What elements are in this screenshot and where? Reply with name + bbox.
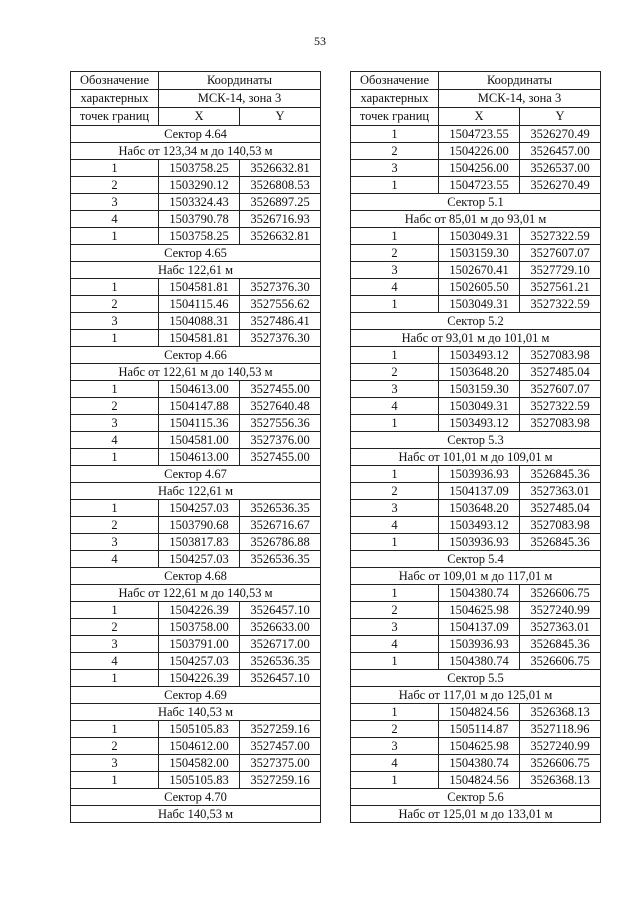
coord-y: 3526537.00	[520, 160, 601, 177]
coord-x: 1504257.03	[159, 551, 240, 568]
coord-x: 1504824.56	[439, 772, 520, 789]
sector-label: Набс 122,61 м	[71, 483, 321, 500]
page-number: 53	[314, 34, 326, 48]
sector-row	[71, 585, 321, 602]
coord-y: 3526457.10	[240, 670, 321, 687]
coord-y: 3526786.88	[240, 534, 321, 551]
point-number: 1	[71, 330, 159, 347]
point-row	[351, 228, 601, 245]
sector-row	[351, 432, 601, 449]
coord-y: 3527375.00	[240, 755, 321, 772]
coord-x: 1504581.81	[159, 279, 240, 296]
point-row	[351, 755, 601, 772]
coord-x: 1504256.00	[439, 160, 520, 177]
point-number: 3	[351, 160, 439, 177]
coord-x: 1504115.36	[159, 415, 240, 432]
coord-y: 3527455.00	[240, 449, 321, 466]
point-number: 3	[351, 738, 439, 755]
point-number: 3	[351, 500, 439, 517]
point-number: 4	[351, 636, 439, 653]
point-row	[71, 619, 321, 636]
point-number: 2	[351, 143, 439, 160]
point-number: 4	[71, 551, 159, 568]
sector-row	[71, 704, 321, 721]
coord-x: 1503493.12	[439, 415, 520, 432]
sector-label: Набс 140,53 м	[71, 704, 321, 721]
point-number: 1	[71, 772, 159, 789]
sector-label: Набс от 93,01 м до 101,01 м	[351, 330, 601, 347]
point-number: 4	[351, 279, 439, 296]
point-number: 2	[351, 364, 439, 381]
coord-x: 1504226.39	[159, 670, 240, 687]
header-col1-line: характерных	[71, 90, 159, 108]
point-number: 3	[71, 636, 159, 653]
point-row	[351, 415, 601, 432]
point-number: 1	[351, 704, 439, 721]
coord-x: 1504115.46	[159, 296, 240, 313]
coord-y: 3527376.30	[240, 279, 321, 296]
point-row	[351, 500, 601, 517]
coord-x: 1503648.20	[439, 364, 520, 381]
point-row	[351, 483, 601, 500]
point-row	[351, 296, 601, 313]
coord-x: 1504137.09	[439, 483, 520, 500]
point-number: 4	[351, 517, 439, 534]
sector-label: Сектор 4.70	[71, 789, 321, 806]
coord-y: 3526536.35	[240, 551, 321, 568]
coord-y: 3527118.96	[520, 721, 601, 738]
coord-y: 3527561.21	[520, 279, 601, 296]
coord-y: 3526457.00	[520, 143, 601, 160]
point-row	[351, 585, 601, 602]
coord-x: 1504582.00	[159, 755, 240, 772]
sector-label: Набс от 101,01 м до 109,01 м	[351, 449, 601, 466]
point-number: 1	[71, 228, 159, 245]
point-number: 3	[71, 415, 159, 432]
coord-x: 1503324.43	[159, 194, 240, 211]
point-row	[71, 381, 321, 398]
point-row	[71, 194, 321, 211]
coord-x: 1505114.87	[439, 721, 520, 738]
point-number: 1	[351, 177, 439, 194]
point-row	[71, 160, 321, 177]
coord-x: 1504380.74	[439, 653, 520, 670]
coord-y: 3527259.16	[240, 772, 321, 789]
sector-row	[351, 449, 601, 466]
sector-label: Сектор 4.68	[71, 568, 321, 585]
coord-x: 1504137.09	[439, 619, 520, 636]
coord-y: 3527376.30	[240, 330, 321, 347]
coord-y: 3527486.41	[240, 313, 321, 330]
point-row	[71, 738, 321, 755]
point-number: 2	[351, 245, 439, 262]
coord-y: 3526270.49	[520, 126, 601, 143]
point-number: 1	[71, 500, 159, 517]
coord-y: 3527322.59	[520, 296, 601, 313]
point-number: 1	[351, 347, 439, 364]
coord-x: 1503817.83	[159, 534, 240, 551]
coord-y: 3527240.99	[520, 602, 601, 619]
point-number: 1	[351, 772, 439, 789]
sector-row	[71, 143, 321, 160]
point-number: 4	[351, 755, 439, 772]
point-row	[351, 619, 601, 636]
coord-y: 3527485.04	[520, 364, 601, 381]
point-number: 3	[71, 194, 159, 211]
coord-y: 3526368.13	[520, 704, 601, 721]
header-col1-line: Обозначение	[351, 72, 439, 90]
sector-label: Набс от 125,01 м до 133,01 м	[351, 806, 601, 823]
point-number: 1	[71, 721, 159, 738]
coord-x: 1504625.98	[439, 738, 520, 755]
coord-x: 1504625.98	[439, 602, 520, 619]
sector-label: Сектор 5.2	[351, 313, 601, 330]
header-y: Y	[240, 108, 321, 126]
coord-y: 3527640.48	[240, 398, 321, 415]
coord-y: 3527083.98	[520, 415, 601, 432]
point-row	[351, 636, 601, 653]
coord-y: 3527259.16	[240, 721, 321, 738]
sector-row	[71, 568, 321, 585]
point-number: 1	[71, 381, 159, 398]
point-row	[71, 330, 321, 347]
point-number: 1	[71, 670, 159, 687]
point-row	[351, 466, 601, 483]
sector-row	[71, 262, 321, 279]
point-number: 2	[351, 483, 439, 500]
sector-label: Набс от 122,61 м до 140,53 м	[71, 364, 321, 381]
sector-label: Сектор 5.6	[351, 789, 601, 806]
coord-x: 1504581.00	[159, 432, 240, 449]
coord-y: 3526457.10	[240, 602, 321, 619]
coord-y: 3527607.07	[520, 245, 601, 262]
coord-y: 3527729.10	[520, 262, 601, 279]
coord-x: 1504147.88	[159, 398, 240, 415]
point-row	[71, 653, 321, 670]
sector-label: Набс 140,53 м	[71, 806, 321, 823]
point-number: 1	[351, 415, 439, 432]
sector-label: Набс от 109,01 м до 117,01 м	[351, 568, 601, 585]
coord-x: 1503159.30	[439, 245, 520, 262]
point-row	[71, 517, 321, 534]
sector-row	[71, 364, 321, 381]
point-row	[71, 449, 321, 466]
coord-y: 3527455.00	[240, 381, 321, 398]
coord-x: 1503290.12	[159, 177, 240, 194]
sector-row	[351, 806, 601, 823]
coord-y: 3526716.67	[240, 517, 321, 534]
point-number: 1	[71, 160, 159, 177]
point-number: 2	[71, 177, 159, 194]
point-number: 1	[351, 653, 439, 670]
point-row	[351, 602, 601, 619]
point-row	[71, 415, 321, 432]
coord-x: 1504088.31	[159, 313, 240, 330]
coord-x: 1503648.20	[439, 500, 520, 517]
coord-x: 1504257.03	[159, 500, 240, 517]
sector-row	[71, 126, 321, 143]
coordinates-table-right	[350, 71, 601, 823]
coord-x: 1504581.81	[159, 330, 240, 347]
coord-y: 3526368.13	[520, 772, 601, 789]
header-coords-line: Координаты	[159, 72, 321, 90]
coord-y: 3527485.04	[520, 500, 601, 517]
coord-x: 1503049.31	[439, 228, 520, 245]
point-number: 3	[71, 313, 159, 330]
sector-row	[71, 806, 321, 823]
coord-y: 3526845.36	[520, 534, 601, 551]
point-number: 1	[351, 126, 439, 143]
point-row	[351, 704, 601, 721]
coord-x: 1503159.30	[439, 381, 520, 398]
coord-x: 1504613.00	[159, 449, 240, 466]
point-number: 2	[71, 619, 159, 636]
point-number: 3	[71, 755, 159, 772]
sector-row	[351, 670, 601, 687]
header-y: Y	[520, 108, 601, 126]
point-number: 4	[71, 211, 159, 228]
point-row	[71, 432, 321, 449]
sector-row	[351, 313, 601, 330]
point-row	[71, 313, 321, 330]
sector-row	[71, 687, 321, 704]
coord-x: 1504723.55	[439, 177, 520, 194]
sector-label: Набс от 123,34 м до 140,53 м	[71, 143, 321, 160]
sector-row	[71, 483, 321, 500]
header-col1-line: Обозначение	[71, 72, 159, 90]
point-row	[351, 653, 601, 670]
coord-x: 1504824.56	[439, 704, 520, 721]
sector-row	[71, 466, 321, 483]
coord-y: 3527322.59	[520, 228, 601, 245]
coord-y: 3526606.75	[520, 653, 601, 670]
coord-y: 3527363.01	[520, 483, 601, 500]
coord-y: 3526716.93	[240, 211, 321, 228]
coord-y: 3527083.98	[520, 517, 601, 534]
point-row	[351, 126, 601, 143]
sector-row	[71, 347, 321, 364]
coord-x: 1502605.50	[439, 279, 520, 296]
point-number: 4	[71, 653, 159, 670]
point-row	[351, 738, 601, 755]
sector-label: Сектор 5.1	[351, 194, 601, 211]
sector-row	[351, 211, 601, 228]
coord-y: 3526845.36	[520, 466, 601, 483]
point-row	[71, 670, 321, 687]
coord-x: 1504613.00	[159, 381, 240, 398]
point-row	[351, 364, 601, 381]
sector-row	[351, 687, 601, 704]
coord-y: 3526536.35	[240, 500, 321, 517]
point-row	[351, 398, 601, 415]
point-number: 3	[351, 381, 439, 398]
point-number: 1	[71, 449, 159, 466]
left-table-body	[71, 126, 321, 823]
coord-x: 1503936.93	[439, 534, 520, 551]
sector-row	[351, 330, 601, 347]
point-number: 2	[71, 296, 159, 313]
coord-y: 3526536.35	[240, 653, 321, 670]
coord-y: 3527322.59	[520, 398, 601, 415]
coord-x: 1503758.00	[159, 619, 240, 636]
coord-x: 1502670.41	[439, 262, 520, 279]
coord-x: 1504226.00	[439, 143, 520, 160]
point-number: 1	[351, 466, 439, 483]
point-row	[71, 500, 321, 517]
sector-label: Набс 122,61 м	[71, 262, 321, 279]
coordinates-table-left	[70, 71, 321, 823]
coord-x: 1504380.74	[439, 585, 520, 602]
coord-x: 1503758.25	[159, 160, 240, 177]
coord-y: 3527556.62	[240, 296, 321, 313]
coord-y: 3526606.75	[520, 585, 601, 602]
coord-x: 1505105.83	[159, 721, 240, 738]
point-row	[71, 602, 321, 619]
coord-x: 1504723.55	[439, 126, 520, 143]
coord-y: 3527457.00	[240, 738, 321, 755]
coord-x: 1504257.03	[159, 653, 240, 670]
header-col1-line: точек границ	[351, 108, 439, 126]
coord-y: 3527607.07	[520, 381, 601, 398]
point-row	[71, 755, 321, 772]
coord-y: 3527240.99	[520, 738, 601, 755]
sector-row	[71, 789, 321, 806]
sector-row	[71, 245, 321, 262]
point-row	[351, 534, 601, 551]
point-row	[71, 636, 321, 653]
coord-x: 1503493.12	[439, 347, 520, 364]
coord-x: 1503791.00	[159, 636, 240, 653]
header-col1-line: характерных	[351, 90, 439, 108]
sector-label: Сектор 5.4	[351, 551, 601, 568]
coord-y: 3526717.00	[240, 636, 321, 653]
coord-x: 1503790.68	[159, 517, 240, 534]
point-number: 3	[71, 534, 159, 551]
point-row	[71, 279, 321, 296]
coord-x: 1503049.31	[439, 296, 520, 313]
point-number: 4	[351, 398, 439, 415]
coord-y: 3526632.81	[240, 228, 321, 245]
coord-y: 3527376.00	[240, 432, 321, 449]
sector-label: Набс от 117,01 м до 125,01 м	[351, 687, 601, 704]
point-row	[71, 721, 321, 738]
point-row	[71, 772, 321, 789]
coord-y: 3526606.75	[520, 755, 601, 772]
point-row	[351, 381, 601, 398]
point-row	[71, 211, 321, 228]
coord-x: 1503049.31	[439, 398, 520, 415]
sector-row	[351, 568, 601, 585]
point-row	[351, 772, 601, 789]
coord-y: 3527083.98	[520, 347, 601, 364]
coord-x: 1504612.00	[159, 738, 240, 755]
sector-row	[351, 551, 601, 568]
point-row	[351, 517, 601, 534]
coord-x: 1504226.39	[159, 602, 240, 619]
sector-label: Сектор 4.67	[71, 466, 321, 483]
coord-y: 3526808.53	[240, 177, 321, 194]
point-row	[71, 228, 321, 245]
header-col1-line: точек границ	[71, 108, 159, 126]
coord-x: 1503936.93	[439, 466, 520, 483]
point-row	[351, 347, 601, 364]
coord-y: 3526270.49	[520, 177, 601, 194]
coord-x: 1504380.74	[439, 755, 520, 772]
coord-x: 1503790.78	[159, 211, 240, 228]
coord-x: 1503493.12	[439, 517, 520, 534]
right-table-body	[351, 126, 601, 823]
point-number: 1	[71, 279, 159, 296]
sector-label: Сектор 4.66	[71, 347, 321, 364]
coord-x: 1503936.93	[439, 636, 520, 653]
point-number: 3	[351, 619, 439, 636]
coord-y: 3526897.25	[240, 194, 321, 211]
point-row	[71, 296, 321, 313]
sector-label: Сектор 4.69	[71, 687, 321, 704]
header-coords-line: Координаты	[439, 72, 601, 90]
header-x: X	[439, 108, 520, 126]
point-number: 3	[351, 262, 439, 279]
point-row	[71, 398, 321, 415]
point-number: 2	[351, 721, 439, 738]
point-row	[351, 160, 601, 177]
point-number: 1	[351, 585, 439, 602]
point-number: 2	[71, 517, 159, 534]
coord-y: 3527556.36	[240, 415, 321, 432]
coord-y: 3526632.81	[240, 160, 321, 177]
header-coords-line: МСК-14, зона 3	[159, 90, 321, 108]
coord-y: 3526633.00	[240, 619, 321, 636]
point-number: 2	[71, 738, 159, 755]
point-number: 2	[71, 398, 159, 415]
header-coords-line: МСК-14, зона 3	[439, 90, 601, 108]
point-row	[71, 551, 321, 568]
sector-label: Сектор 5.3	[351, 432, 601, 449]
sector-row	[351, 194, 601, 211]
sector-label: Сектор 4.65	[71, 245, 321, 262]
point-row	[71, 177, 321, 194]
sector-label: Набс от 85,01 м до 93,01 м	[351, 211, 601, 228]
sector-label: Сектор 4.64	[71, 126, 321, 143]
point-number: 1	[351, 228, 439, 245]
sector-row	[351, 789, 601, 806]
coord-x: 1503758.25	[159, 228, 240, 245]
coord-y: 3526845.36	[520, 636, 601, 653]
point-row	[351, 262, 601, 279]
point-row	[351, 245, 601, 262]
coord-x: 1505105.83	[159, 772, 240, 789]
sector-label: Сектор 5.5	[351, 670, 601, 687]
point-number: 2	[351, 602, 439, 619]
point-number: 1	[351, 534, 439, 551]
point-number: 1	[351, 296, 439, 313]
point-row	[351, 143, 601, 160]
point-row	[351, 721, 601, 738]
point-row	[351, 177, 601, 194]
point-number: 4	[71, 432, 159, 449]
sector-label: Набс от 122,61 м до 140,53 м	[71, 585, 321, 602]
header-x: X	[159, 108, 240, 126]
point-row	[71, 534, 321, 551]
point-number: 1	[71, 602, 159, 619]
point-row	[351, 279, 601, 296]
coord-y: 3527363.01	[520, 619, 601, 636]
